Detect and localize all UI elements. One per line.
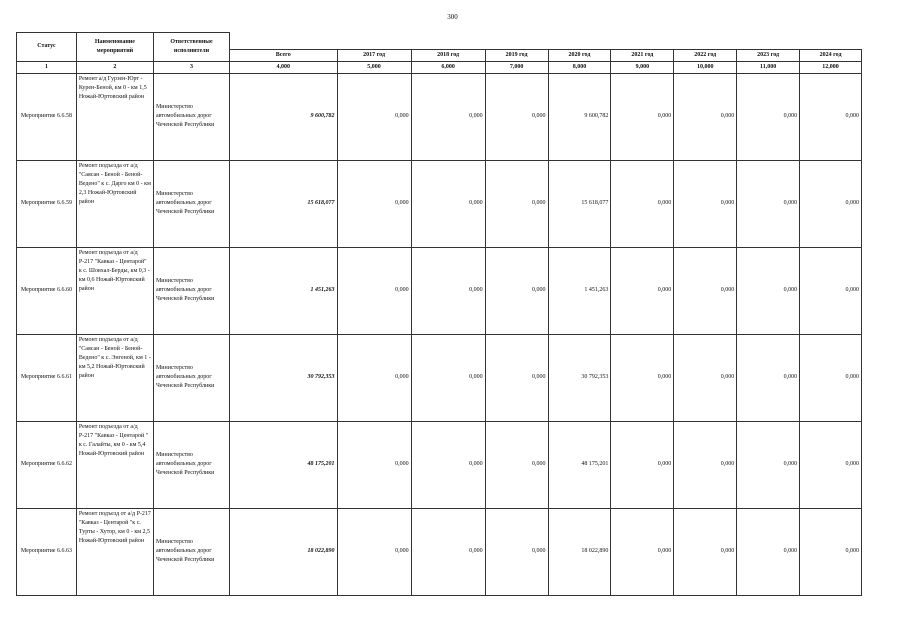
header-status: Статус <box>17 33 77 62</box>
row-responsible: Министерство автомобильных дорог Чеченской Республики <box>153 247 229 334</box>
header-year: 2024 год <box>800 49 862 61</box>
row-status: Мероприятие 6.6.63 <box>17 508 77 595</box>
column-number: 12,000 <box>800 61 862 73</box>
row-name: Ремонт подъезда от а/д "Саясан - Беной - Беной-Ведено" к с. Дарго км 0 - км 2,3 Ножай-Юртовский район <box>76 160 153 247</box>
header-responsible: Ответственные исполнители <box>153 33 229 62</box>
header-year: 2021 год <box>611 49 674 61</box>
row-total: 9 600,782 <box>230 73 338 160</box>
table-row <box>17 73 862 160</box>
table-row <box>17 160 862 247</box>
table-row <box>17 334 862 421</box>
row-status: Мероприятие 6.6.59 <box>17 160 77 247</box>
row-total: 15 618,077 <box>230 160 338 247</box>
column-number: 6,000 <box>411 61 485 73</box>
row-year-value: 0,000 <box>485 508 548 595</box>
row-year-value: 0,000 <box>674 334 737 421</box>
column-number-row <box>17 61 862 73</box>
column-number: 3 <box>153 61 229 73</box>
row-year-value: 9 600,782 <box>548 73 611 160</box>
row-year-value: 0,000 <box>485 334 548 421</box>
row-year-value: 0,000 <box>411 508 485 595</box>
row-year-value: 0,000 <box>611 508 674 595</box>
row-name: Ремонт а/д Гурзен-Юрт - Курен-Беной, км 0 - км 1,5 Ножай-Юртовский район <box>76 73 153 160</box>
row-responsible: Министерство автомобильных дорог Чеченской Республики <box>153 160 229 247</box>
row-year-value: 0,000 <box>674 247 737 334</box>
row-year-value: 0,000 <box>337 508 411 595</box>
row-year-value: 15 618,077 <box>548 160 611 247</box>
row-year-value: 0,000 <box>485 421 548 508</box>
row-status: Мероприятие 6.6.62 <box>17 421 77 508</box>
row-total: 30 792,353 <box>230 334 338 421</box>
row-year-value: 0,000 <box>800 247 862 334</box>
row-year-value: 0,000 <box>674 421 737 508</box>
row-year-value: 0,000 <box>611 73 674 160</box>
row-year-value: 0,000 <box>611 421 674 508</box>
column-number: 4,000 <box>230 61 338 73</box>
column-number: 10,000 <box>674 61 737 73</box>
row-year-value: 0,000 <box>800 508 862 595</box>
row-year-value: 0,000 <box>674 160 737 247</box>
row-name: Ремонт подъезда от а/д Р-217 "Кавказ - Центарой " к с. Галайты, км 0 - км 5,4 Ножай-Юртовский район <box>76 421 153 508</box>
header-year: 2022 год <box>674 49 737 61</box>
row-year-value: 0,000 <box>674 508 737 595</box>
row-status: Мероприятие 6.6.61 <box>17 334 77 421</box>
header-spacer <box>230 33 862 50</box>
row-name: Ремонт подъезд от а/д Р-217 "Кавказ - Центарой "к с. Турты - Хутор, км 0 - км 2,5 Ножай-Юртовский район <box>76 508 153 595</box>
column-number: 1 <box>17 61 77 73</box>
table-row <box>17 421 862 508</box>
header-name: Наименование мероприятий <box>76 33 153 62</box>
header-total: Всего <box>230 49 338 61</box>
row-status: Мероприятие 6.6.60 <box>17 247 77 334</box>
row-year-value: 0,000 <box>674 73 737 160</box>
header-year: 2023 год <box>737 49 800 61</box>
header-year: 2017 год <box>337 49 411 61</box>
row-year-value: 0,000 <box>485 73 548 160</box>
row-year-value: 0,000 <box>737 160 800 247</box>
row-year-value: 18 022,890 <box>548 508 611 595</box>
row-year-value: 0,000 <box>411 334 485 421</box>
table-row <box>17 247 862 334</box>
column-number: 7,000 <box>485 61 548 73</box>
row-year-value: 0,000 <box>737 508 800 595</box>
row-name: Ремонт подъезда от а/д Р-217 "Кавказ - Центарой" к с. Шовхал-Берды, км 0,3 - км 0,6 Ножай-Юртовский район <box>76 247 153 334</box>
row-year-value: 0,000 <box>411 73 485 160</box>
row-year-value: 0,000 <box>737 421 800 508</box>
page-number: 300 <box>447 13 458 21</box>
column-number: 11,000 <box>737 61 800 73</box>
row-year-value: 0,000 <box>337 73 411 160</box>
column-number: 2 <box>76 61 153 73</box>
row-responsible: Министерство автомобильных дорог Чеченской Республики <box>153 334 229 421</box>
row-year-value: 0,000 <box>737 334 800 421</box>
header-year: 2020 год <box>548 49 611 61</box>
row-year-value: 0,000 <box>411 247 485 334</box>
row-year-value: 0,000 <box>337 247 411 334</box>
column-number: 8,000 <box>548 61 611 73</box>
row-year-value: 0,000 <box>800 334 862 421</box>
row-year-value: 0,000 <box>485 247 548 334</box>
row-year-value: 0,000 <box>611 247 674 334</box>
row-year-value: 0,000 <box>337 334 411 421</box>
table-row <box>17 508 862 595</box>
row-year-value: 0,000 <box>800 160 862 247</box>
row-total: 48 175,201 <box>230 421 338 508</box>
row-year-value: 0,000 <box>485 160 548 247</box>
row-year-value: 0,000 <box>337 421 411 508</box>
row-responsible: Министерство автомобильных дорог Чеченской Республики <box>153 508 229 595</box>
row-status: Мероприятие 6.6.58 <box>17 73 77 160</box>
column-number: 9,000 <box>611 61 674 73</box>
row-year-value: 0,000 <box>411 160 485 247</box>
row-year-value: 30 792,353 <box>548 334 611 421</box>
row-year-value: 0,000 <box>737 247 800 334</box>
row-total: 18 022,890 <box>230 508 338 595</box>
row-year-value: 0,000 <box>800 73 862 160</box>
row-responsible: Министерство автомобильных дорог Чеченской Республики <box>153 421 229 508</box>
row-year-value: 1 451,263 <box>548 247 611 334</box>
row-year-value: 0,000 <box>800 421 862 508</box>
row-year-value: 0,000 <box>611 160 674 247</box>
row-name: Ремонт подъезда от а/д "Саясан - Беной - Беной-Ведено" к с. Энгеной, км 1 - км 5,2 Ножай-Юртовский район <box>76 334 153 421</box>
row-total: 1 451,263 <box>230 247 338 334</box>
row-year-value: 48 175,201 <box>548 421 611 508</box>
header-year: 2019 год <box>485 49 548 61</box>
row-year-value: 0,000 <box>737 73 800 160</box>
row-year-value: 0,000 <box>337 160 411 247</box>
row-year-value: 0,000 <box>611 334 674 421</box>
row-responsible: Министерство автомобильных дорог Чеченской Республики <box>153 73 229 160</box>
row-year-value: 0,000 <box>411 421 485 508</box>
header-year: 2018 год <box>411 49 485 61</box>
column-number: 5,000 <box>337 61 411 73</box>
budget-table <box>16 32 862 596</box>
